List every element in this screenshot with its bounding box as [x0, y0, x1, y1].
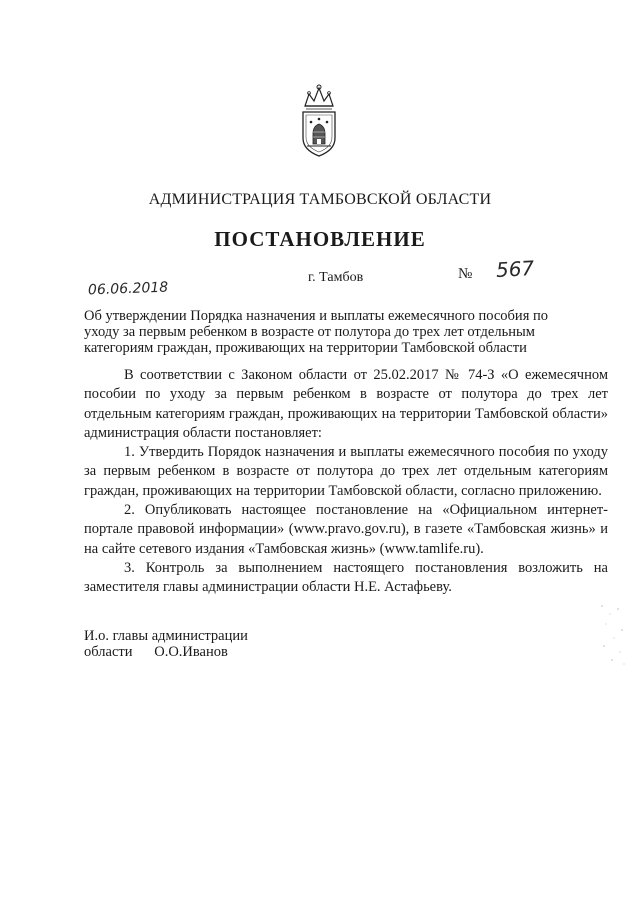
document-type-title: ПОСТАНОВЛЕНИЕ: [214, 227, 426, 251]
decree-item-1: 1. Утвердить Порядок назначения и выплаты ежемесячного пособия по уходу за первым ребенком в возрасте от полутора до трех лет отдельным категориям граждан, проживающих на территории Тамбовской области, согласно приложению.: [84, 444, 608, 499]
handwritten-document-number: 567: [495, 256, 535, 282]
city-of-issue: г. Тамбов: [308, 270, 364, 285]
preamble-paragraph: В соответствии с Законом области от 25.02.2017 № 74-З «О ежемесячном пособии по уходу за первым ребенком в возрасте от полутора до трех лет отдельным категориям граждан, проживающих на территории Тамбовской области» администрация области постановляет:: [84, 367, 608, 441]
handwritten-date: 06.06.2018: [87, 279, 169, 299]
signatory-position: И.о. главы администрации: [84, 628, 248, 644]
subject-line: уходу за первым ребенком в возрасте от полутора до трех лет отдельным: [84, 324, 535, 340]
scan-noise-marks: [598, 600, 628, 670]
signatory-name: О.О.Иванов: [154, 644, 228, 660]
signatory-position-line2: [84, 644, 248, 660]
decree-item-2: 2. Опубликовать настоящее постановление на «Официальном интернет-портале правовой информации» (www.pravo.gov.ru), в газете «Тамбовская жизнь» и на сайте сетевого издания «Тамбовская жизнь» (www.tamlife.ru).: [84, 502, 608, 557]
subject-line: Об утверждении Порядка назначения и выплаты ежемесячного пособия по: [84, 308, 548, 324]
number-label: №: [458, 266, 473, 282]
decree-item-3: 3. Контроль за выполнением настоящего постановления возложить на заместителя главы администрации области Н.Е. Астафьеву.: [84, 559, 608, 596]
tambov-coat-of-arms-emblem: [297, 82, 341, 158]
decree-subject: [84, 308, 608, 356]
subject-line: категориям граждан, проживающих на территории Тамбовской области: [84, 340, 527, 356]
decree-body: [84, 366, 608, 598]
signature-block: [84, 628, 248, 660]
issuing-authority: АДМИНИСТРАЦИЯ ТАМБОВСКОЙ ОБЛАСТИ: [148, 191, 492, 208]
signatory-position-region: области: [84, 644, 133, 660]
